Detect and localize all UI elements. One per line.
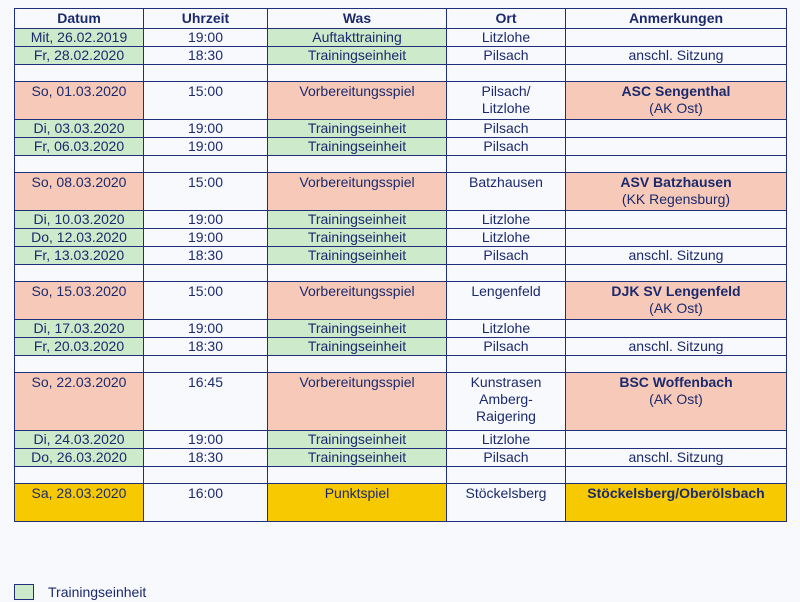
time-cell: 19:00	[144, 29, 268, 47]
time-cell: 19:00	[144, 229, 268, 247]
header-date: Datum	[15, 9, 144, 29]
training-row	[15, 431, 787, 449]
spacer-cell	[144, 156, 268, 173]
note-line: ASV Batzhausen	[620, 174, 732, 190]
what-cell: Vorbereitungsspiel	[268, 173, 447, 211]
note-cell	[566, 431, 787, 449]
note-cell	[566, 373, 787, 431]
time-cell: 16:00	[144, 484, 268, 522]
legend	[14, 582, 146, 602]
spacer-cell	[447, 467, 566, 484]
match-row	[15, 373, 787, 431]
spacer-cell	[447, 156, 566, 173]
spacer-cell	[566, 156, 787, 173]
time-cell: 18:30	[144, 47, 268, 65]
legend-swatch	[14, 584, 34, 600]
place-line: Amberg-	[479, 391, 533, 407]
note-cell	[566, 484, 787, 522]
training-schedule-table	[14, 8, 787, 522]
date-cell: Do, 26.03.2020	[15, 449, 144, 467]
spacer-cell	[268, 467, 447, 484]
place-cell	[447, 229, 566, 247]
place-line: Litzlohe	[481, 100, 531, 116]
place-line: Pilsach	[483, 47, 529, 63]
what-cell: Vorbereitungsspiel	[268, 282, 447, 320]
place-line: Pilsach	[483, 338, 529, 354]
time-cell: 15:00	[144, 173, 268, 211]
note-line: DJK SV Lengenfeld	[611, 283, 741, 299]
time-cell: 19:00	[144, 138, 268, 156]
spacer-row	[15, 467, 787, 484]
spacer-cell	[447, 265, 566, 282]
date-cell: Di, 17.03.2020	[15, 320, 144, 338]
what-cell: Trainingseinheit	[268, 47, 447, 65]
place-cell	[447, 338, 566, 356]
time-cell: 16:45	[144, 373, 268, 431]
note-line: anschl. Sitzung	[628, 449, 724, 465]
place-line: Stöckelsberg	[465, 485, 547, 501]
place-line: Pilsach	[483, 449, 529, 465]
time-cell: 18:30	[144, 449, 268, 467]
date-cell: So, 01.03.2020	[15, 82, 144, 120]
what-cell: Trainingseinheit	[268, 338, 447, 356]
date-cell: So, 08.03.2020	[15, 173, 144, 211]
place-cell	[447, 47, 566, 65]
match-row	[15, 82, 787, 120]
spacer-cell	[268, 156, 447, 173]
training-row	[15, 320, 787, 338]
spacer-cell	[268, 65, 447, 82]
place-cell	[447, 120, 566, 138]
place-line: Raigering	[476, 408, 536, 424]
note-line: (AK Ost)	[649, 391, 703, 407]
date-cell: Sa, 28.03.2020	[15, 484, 144, 522]
training-row	[15, 47, 787, 65]
spacer-cell	[15, 265, 144, 282]
time-cell: 18:30	[144, 338, 268, 356]
training-row	[15, 211, 787, 229]
header-row	[15, 9, 787, 29]
spacer-cell	[144, 65, 268, 82]
place-line: Litzlohe	[481, 211, 531, 227]
place-line: Litzlohe	[481, 320, 531, 336]
spacer-row	[15, 356, 787, 373]
training-row	[15, 247, 787, 265]
what-cell: Trainingseinheit	[268, 320, 447, 338]
place-cell	[447, 431, 566, 449]
place-line: Kunstrasen	[470, 374, 542, 390]
note-cell	[566, 173, 787, 211]
training-row	[15, 449, 787, 467]
spacer-cell	[144, 467, 268, 484]
note-cell	[566, 120, 787, 138]
time-cell: 19:00	[144, 211, 268, 229]
match-row	[15, 282, 787, 320]
date-cell: Fr, 28.02.2020	[15, 47, 144, 65]
spacer-cell	[15, 356, 144, 373]
place-line: Litzlohe	[481, 29, 531, 45]
date-cell: Fr, 06.03.2020	[15, 138, 144, 156]
spacer-cell	[447, 356, 566, 373]
place-cell	[447, 82, 566, 120]
spacer-row	[15, 265, 787, 282]
place-line: Pilsach	[483, 138, 529, 154]
date-cell: Di, 03.03.2020	[15, 120, 144, 138]
spacer-cell	[144, 356, 268, 373]
place-line: Pilsach	[483, 247, 529, 263]
spacer-row	[15, 65, 787, 82]
note-cell	[566, 82, 787, 120]
date-cell: So, 15.03.2020	[15, 282, 144, 320]
note-line: anschl. Sitzung	[628, 47, 724, 63]
time-cell: 19:00	[144, 431, 268, 449]
place-cell	[447, 211, 566, 229]
spacer-cell	[566, 356, 787, 373]
place-line: Pilsach/	[481, 83, 531, 99]
training-row	[15, 138, 787, 156]
date-cell: Fr, 13.03.2020	[15, 247, 144, 265]
league-row	[15, 484, 787, 522]
note-cell	[566, 247, 787, 265]
date-cell: Di, 24.03.2020	[15, 431, 144, 449]
note-cell	[566, 47, 787, 65]
spacer-cell	[566, 467, 787, 484]
note-line: (KK Regensburg)	[621, 191, 731, 207]
what-cell: Punktspiel	[268, 484, 447, 522]
date-cell: Di, 10.03.2020	[15, 211, 144, 229]
time-cell: 19:00	[144, 320, 268, 338]
place-cell	[447, 138, 566, 156]
spacer-cell	[15, 65, 144, 82]
spacer-row	[15, 156, 787, 173]
place-cell	[447, 373, 566, 431]
place-line: Lengenfeld	[471, 283, 541, 299]
note-cell	[566, 320, 787, 338]
spacer-cell	[268, 356, 447, 373]
what-cell: Trainingseinheit	[268, 138, 447, 156]
time-cell: 15:00	[144, 282, 268, 320]
note-cell	[566, 211, 787, 229]
time-cell: 18:30	[144, 247, 268, 265]
what-cell: Trainingseinheit	[268, 229, 447, 247]
date-cell: Fr, 20.03.2020	[15, 338, 144, 356]
place-cell	[447, 282, 566, 320]
spacer-cell	[566, 65, 787, 82]
schedule-body	[15, 29, 787, 522]
training-row	[15, 229, 787, 247]
place-cell	[447, 247, 566, 265]
what-cell: Vorbereitungsspiel	[268, 82, 447, 120]
date-cell: Mit, 26.02.2019	[15, 29, 144, 47]
match-row	[15, 173, 787, 211]
note-line: anschl. Sitzung	[628, 247, 724, 263]
spacer-cell	[447, 65, 566, 82]
legend-label: Trainingseinheit	[48, 584, 147, 600]
note-line: (AK Ost)	[649, 100, 703, 116]
place-cell	[447, 449, 566, 467]
note-cell	[566, 29, 787, 47]
what-cell: Trainingseinheit	[268, 211, 447, 229]
note-cell	[566, 229, 787, 247]
note-cell	[566, 338, 787, 356]
place-line: Batzhausen	[469, 174, 543, 190]
what-cell: Trainingseinheit	[268, 449, 447, 467]
header-time: Uhrzeit	[144, 9, 268, 29]
training-row	[15, 120, 787, 138]
note-cell	[566, 138, 787, 156]
note-line: BSC Woffenbach	[619, 374, 733, 390]
place-cell	[447, 484, 566, 522]
spacer-cell	[15, 156, 144, 173]
place-cell	[447, 29, 566, 47]
place-cell	[447, 173, 566, 211]
what-cell: Trainingseinheit	[268, 247, 447, 265]
place-cell	[447, 320, 566, 338]
note-cell	[566, 449, 787, 467]
header-place: Ort	[447, 9, 566, 29]
what-cell: Vorbereitungsspiel	[268, 373, 447, 431]
training-row	[15, 338, 787, 356]
place-line: Litzlohe	[481, 431, 531, 447]
date-cell: Do, 12.03.2020	[15, 229, 144, 247]
training-row	[15, 29, 787, 47]
header-what: Was	[268, 9, 447, 29]
note-line: anschl. Sitzung	[628, 338, 724, 354]
header-notes: Anmerkungen	[566, 9, 787, 29]
what-cell: Trainingseinheit	[268, 431, 447, 449]
place-line: Litzlohe	[481, 229, 531, 245]
place-line: Pilsach	[483, 120, 529, 136]
note-line: Stöckelsberg/Oberölsbach	[587, 485, 765, 501]
note-cell	[566, 282, 787, 320]
spacer-cell	[268, 265, 447, 282]
time-cell: 15:00	[144, 82, 268, 120]
date-cell: So, 22.03.2020	[15, 373, 144, 431]
spacer-cell	[15, 467, 144, 484]
what-cell: Trainingseinheit	[268, 120, 447, 138]
spacer-cell	[566, 265, 787, 282]
what-cell: Auftakttraining	[268, 29, 447, 47]
note-line: ASC Sengenthal	[621, 83, 731, 99]
note-line: (AK Ost)	[649, 300, 703, 316]
time-cell: 19:00	[144, 120, 268, 138]
spacer-cell	[144, 265, 268, 282]
